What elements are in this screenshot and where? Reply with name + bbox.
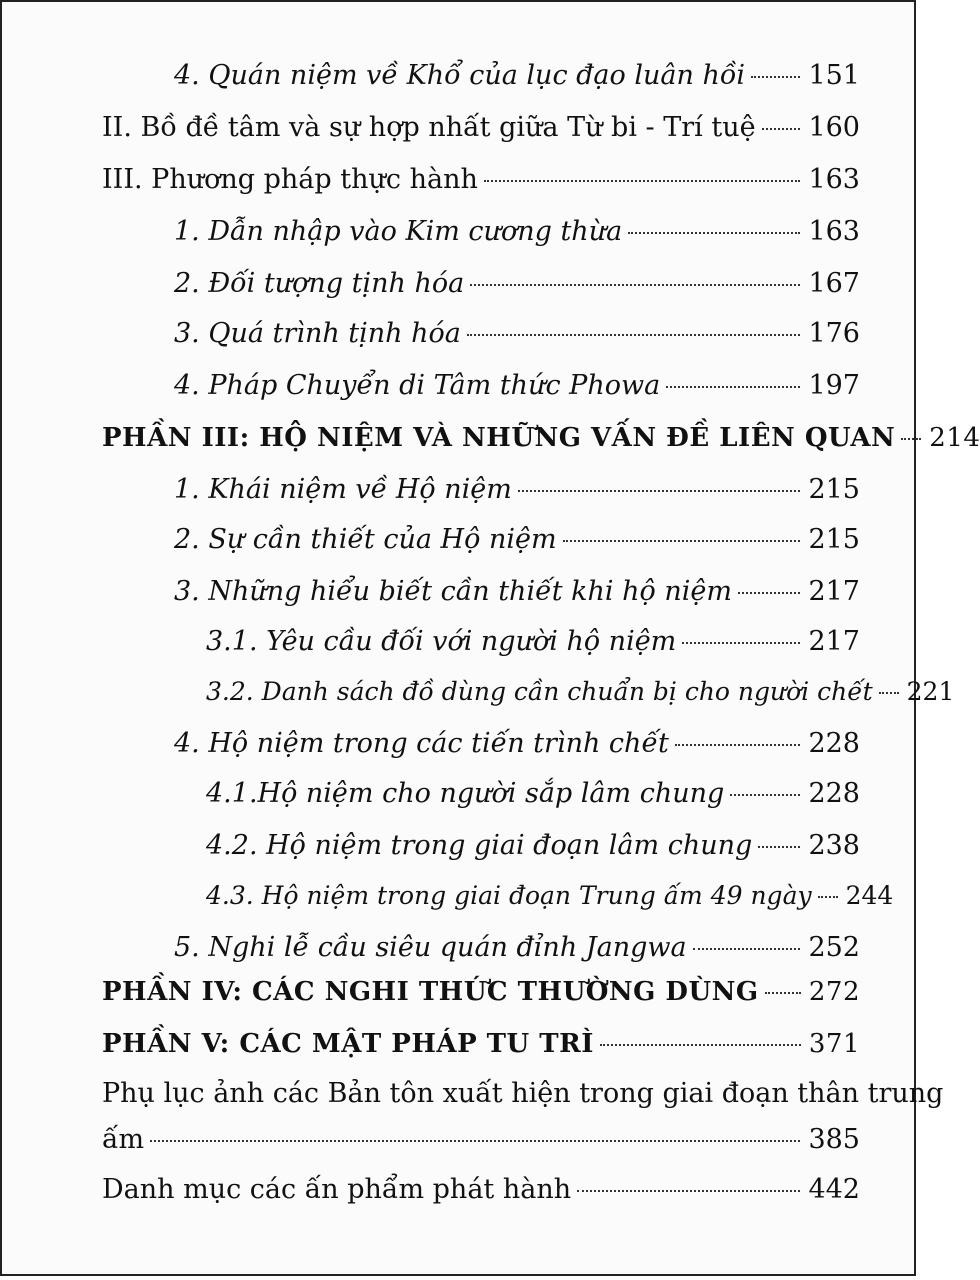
toc-entry[interactable] [174,312,860,356]
toc-entry-title: III. Phương pháp thực hành [102,164,478,195]
toc-entry-title: Danh mục các ấn phẩm phát hành [102,1174,572,1205]
dot-leader [518,490,801,492]
toc-page-number: 215 [808,474,860,505]
toc-entry[interactable] [206,824,860,868]
toc-entry-title: 2. Đối tượng tịnh hóa [174,268,465,299]
toc-entry[interactable] [102,106,860,150]
toc-entry-title: 1. Dẫn nhập vào Kim cương thừa [174,216,623,247]
toc-entry[interactable] [174,210,860,254]
toc-page-number: 214 [929,423,980,453]
toc-entry[interactable] [206,772,860,816]
toc-entry-title: PHẦN III: HỘ NIỆM VÀ NHỮNG VẤN ĐỀ LIÊN QUAN [102,423,896,453]
toc-entry[interactable] [174,518,860,562]
dot-leader [563,540,801,542]
dot-leader [484,180,801,182]
dot-leader [693,948,801,950]
toc-entry[interactable] [174,364,860,408]
toc-page-number: 176 [808,318,860,349]
toc-page-number: 217 [808,576,860,607]
toc-entry-title: 1. Khái niệm về Hộ niệm [174,474,512,505]
toc-page-number: 197 [808,370,860,401]
toc-entry-title-line: Phụ lục ảnh các Bản tôn xuất hiện trong giai đoạn thân trung [102,1078,944,1109]
dot-leader [470,284,800,286]
toc-entry[interactable] [174,926,860,970]
toc-entry[interactable] [102,1118,860,1162]
dot-leader [762,128,801,130]
toc-entry-title: 4.1.Hộ niệm cho người sắp lâm chung [206,778,725,809]
toc-page-number: 221 [906,677,955,706]
toc-entry-title: 4.3. Hộ niệm trong giai đoạn Trung ấm 49 ngày [206,881,812,910]
toc-entry-title: 3.1. Yêu cầu đối với người hộ niệm [206,626,677,657]
dot-leader [577,1190,800,1192]
toc-entry[interactable] [174,468,860,512]
toc-page-number: 252 [808,932,860,963]
dot-leader [901,438,921,440]
toc-entry[interactable] [102,1168,860,1212]
toc-entry-title: 5. Nghi lễ cầu siêu quán đỉnh Jangwa [174,932,687,963]
toc-entry[interactable] [102,158,860,202]
toc-page-number: 163 [808,164,860,195]
dot-leader [682,642,800,644]
toc-entry-title: ấm [102,1124,145,1155]
toc-page-number: 215 [808,524,860,555]
dot-leader [879,692,899,694]
dot-leader [467,334,801,336]
toc-entry[interactable] [206,670,955,714]
toc-part-heading[interactable] [102,416,980,460]
toc-entry-title: 3. Quá trình tịnh hóa [174,318,461,349]
toc-entry-title: 4.2. Hộ niệm trong giai đoạn lâm chung [206,830,753,861]
toc-entry-title: 2. Sự cần thiết của Hộ niệm [174,524,557,555]
toc-page-number: 160 [808,112,860,143]
toc-page-number: 228 [808,728,860,759]
toc-entry[interactable] [174,570,860,614]
dot-leader [751,76,800,78]
toc-page-number: 272 [808,977,860,1007]
toc-page-number: 163 [808,216,860,247]
toc-entry-title: II. Bồ đề tâm và sự hợp nhất giữa Từ bi - Trí tuệ [102,112,756,143]
toc-entry[interactable] [174,262,860,306]
dot-leader [150,1140,800,1142]
toc-entry-title: PHẦN IV: CÁC NGHI THỨC THƯỜNG DÙNG [102,977,759,1007]
toc-page-number: 442 [808,1174,860,1205]
toc-entry-title: 3.2. Danh sách đồ dùng cần chuẩn bị cho người chết [206,677,873,706]
toc-page-number: 385 [808,1124,860,1155]
toc-entry-title: 4. Quán niệm về Khổ của lục đạo luân hồi [174,60,746,91]
toc-entry[interactable] [174,54,860,98]
toc-part-heading[interactable] [102,1022,860,1066]
toc-entry[interactable] [206,874,894,918]
dot-leader [675,744,801,746]
toc-page-number: 167 [808,268,860,299]
toc-page-number: 244 [845,881,894,910]
toc-part-heading[interactable] [102,970,860,1014]
dot-leader [730,794,800,796]
toc-page-number: 228 [808,778,860,809]
dot-leader [628,232,800,234]
dot-leader [600,1044,801,1046]
toc-entry-title: PHẦN V: CÁC MẬT PHÁP TU TRÌ [102,1029,594,1059]
toc-page-number: 217 [808,626,860,657]
table-of-contents [2,2,980,1274]
toc-entry[interactable] [174,722,860,766]
dot-leader [765,992,801,994]
dot-leader [666,386,800,388]
toc-entry-title: 4. Pháp Chuyển di Tâm thức Phowa [174,370,661,401]
toc-entry-title: 3. Những hiểu biết cần thiết khi hộ niệm [174,576,732,607]
toc-page-number: 238 [808,830,860,861]
toc-page-number: 151 [808,60,860,91]
dot-leader [758,846,800,848]
toc-entry[interactable] [206,620,860,664]
toc-entry-title: 4. Hộ niệm trong các tiến trình chết [174,728,669,759]
dot-leader [818,896,838,898]
dot-leader [738,592,801,594]
toc-page-number: 371 [808,1029,860,1059]
